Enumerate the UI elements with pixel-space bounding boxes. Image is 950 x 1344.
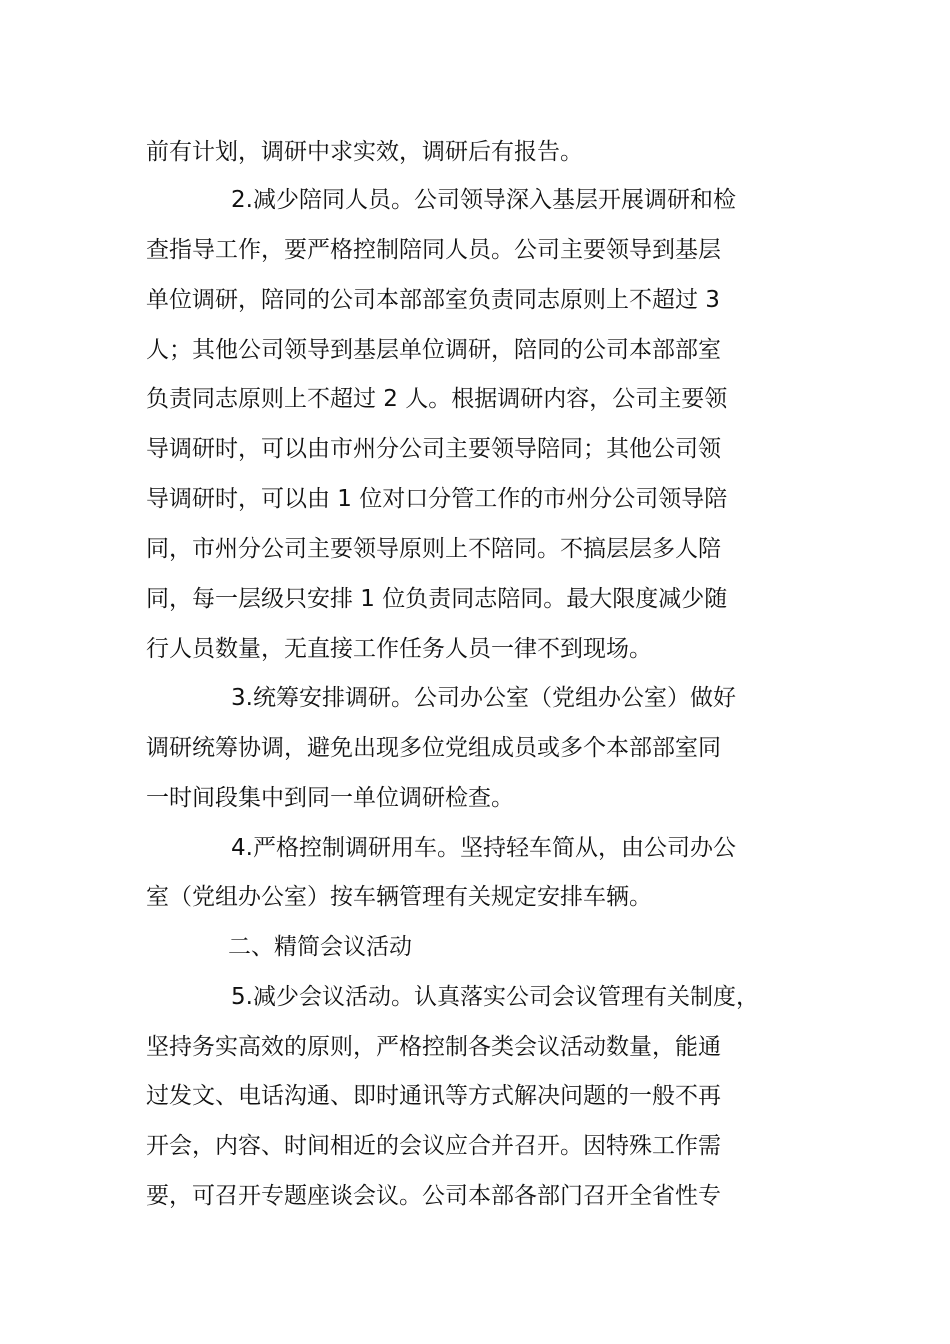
paragraph-line: 过发文、电话沟通、即时通讯等方式解决问题的一般不再 [146, 1083, 721, 1109]
paragraph-line: 人；其他公司领导到基层单位调研，陪同的公司本部部室 [146, 337, 721, 363]
paragraph-line: 单位调研，陪同的公司本部部室负责同志原则上不超过 3 [146, 287, 720, 313]
paragraph-line: 同，市州分公司主要领导原则上不陪同。不搞层层多人陪 [146, 536, 721, 562]
paragraph-line: 同，每一层级只安排 1 位负责同志陪同。最大限度减少随 [146, 586, 728, 612]
paragraph-line: 3.统筹安排调研。公司办公室（党组办公室）做好 [231, 685, 736, 711]
paragraph-line: 2.减少陪同人员。公司领导深入基层开展调研和检 [231, 187, 736, 213]
paragraph-line: 调研统筹协调，避免出现多位党组成员或多个本部部室同 [146, 735, 721, 761]
paragraph-line: 开会，内容、时间相近的会议应合并召开。因特殊工作需 [146, 1133, 721, 1159]
paragraph-line: 导调研时，可以由 1 位对口分管工作的市州分公司领导陪 [146, 486, 728, 512]
paragraph-line: 坚持务实高效的原则，严格控制各类会议活动数量，能通 [146, 1034, 721, 1060]
paragraph-line: 要，可召开专题座谈会议。公司本部各部门召开全省性专 [146, 1183, 721, 1209]
paragraph-line: 5.减少会议活动。认真落实公司会议管理有关制度， [231, 984, 759, 1010]
paragraph-line: 查指导工作，要严格控制陪同人员。公司主要领导到基层 [146, 237, 721, 263]
paragraph-line: 行人员数量，无直接工作任务人员一律不到现场。 [146, 636, 652, 662]
section-heading: 二、精简会议活动 [228, 934, 412, 960]
paragraph-line: 一时间段集中到同一单位调研检查。 [146, 785, 514, 811]
paragraph-line: 4.严格控制调研用车。坚持轻车简从，由公司办公 [231, 835, 736, 861]
paragraph-line: 导调研时，可以由市州分公司主要领导陪同；其他公司领 [146, 436, 721, 462]
paragraph-line: 前有计划，调研中求实效，调研后有报告。 [146, 139, 583, 165]
paragraph-line: 负责同志原则上不超过 2 人。根据调研内容，公司主要领 [146, 386, 728, 412]
paragraph-line: 室（党组办公室）按车辆管理有关规定安排车辆。 [146, 884, 652, 910]
